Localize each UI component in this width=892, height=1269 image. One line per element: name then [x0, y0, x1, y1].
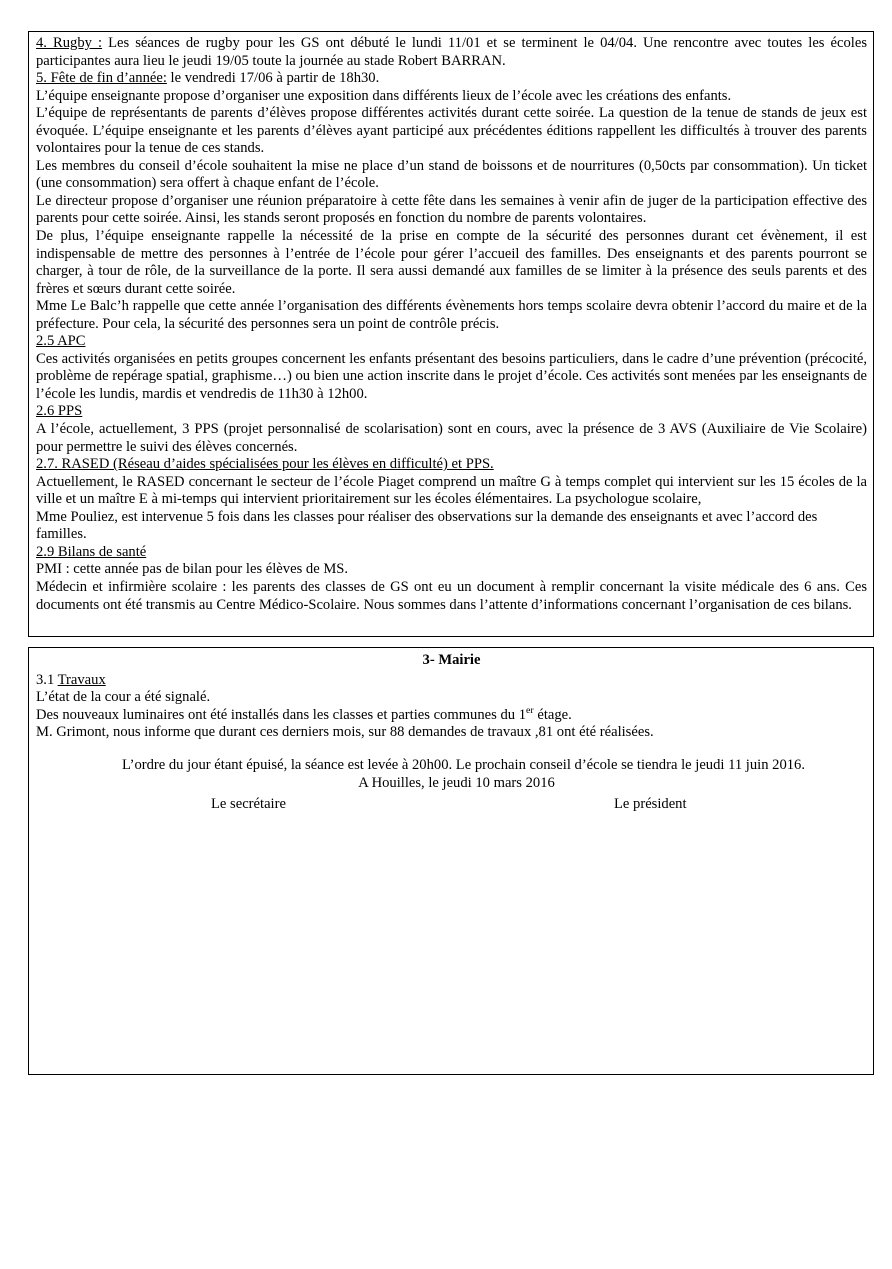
closing-line-place-date: A Houilles, le jeudi 10 mars 2016	[358, 774, 555, 791]
paragraph-pouliez: Mme Pouliez, est intervenue 5 fois dans les classes pour réaliser des observations sur la demande des enseignants et avec l’accord des familles.	[36, 508, 818, 543]
paragraph-reunion-preparatoire: Le directeur propose d’organiser une réunion préparatoire à cette fête dans les semaines à venir afin de juger de la participation effective des parents pour cette soirée. Ainsi, les stands seront proposés en fonction du nombre de parents volontaires.	[36, 192, 867, 227]
fete-fin-annee-label: 5. Fête de fin d’année:	[36, 70, 167, 87]
paragraph-pmi: PMI : cette année pas de bilan pour les élèves de MS.	[36, 561, 349, 578]
closing-block	[36, 756, 867, 817]
section-3-box	[28, 647, 874, 1075]
fete-fin-annee-text: le vendredi 17/06 à partir de 18h30.	[166, 70, 380, 87]
paragraph-rugby	[36, 35, 867, 70]
paragraph-rased: Actuellement, le RASED concernant le secteur de l’école Piaget comprend un maître G à temps complet qui intervient sur les 15 écoles de la ville et un maître E à mi-temps qui intervient prioritairement sur les écoles élémentaires. La psychologue scolaire,	[36, 473, 867, 508]
rugby-text: Les séances de rugby pour les GS ont débuté le lundi 11/01 et se terminent le 04/04. Une rencontre avec toutes les écoles participantes aura lieu le jeudi 19/05 toute la journée au stade Robert BARRAN.	[36, 35, 867, 69]
paragraph-luminaires	[36, 704, 867, 725]
paragraph-exposition: L’équipe enseignante propose d’organiser une exposition dans différents lieux de l’école avec les créations des enfants.	[36, 87, 732, 104]
paragraph-cour: L’état de la cour a été signalé.	[36, 689, 211, 706]
paragraph-luminaires-part1: Des nouveaux luminaires ont été installés dans les classes et parties communes du 1	[36, 706, 526, 723]
heading-apc: 2.5 APC	[36, 333, 86, 350]
section-3-title: 3- Mairie	[422, 652, 481, 668]
signature-president: Le président	[614, 795, 687, 812]
heading-bilans-sante: 2.9 Bilans de santé	[36, 543, 147, 560]
paragraph-securite: De plus, l’équipe enseignante rappelle la nécessité de la prise en compte de la sécurité des personnes durant cet évènement, il est indispensable de mettre des personnes à l’entrée de l’école pour gérer l’accueil des familles. Des enseignants et des parents pourront se charger, à tour de rôle, de la surveillance de la porte. Il sera aussi demandé aux familles de se limiter à la présence des seuls parents et des frères et sœurs durant cette soirée.	[36, 228, 867, 297]
closing-line-adjournment: L’ordre du jour étant épuisé, la séance est levée à 20h00. Le prochain conseil d’école se tiendra le jeudi 11 juin 2016.	[122, 756, 805, 773]
paragraph-luminaires-part2: étage.	[533, 706, 572, 723]
paragraph-medecin-infirmiere: Médecin et infirmière scolaire : les parents des classes de GS ont eu un document à remplir concernant la visite médicale des 6 ans. Ces documents ont été transmis au Centre Médico-Scolaire. Nous sommes dans l’attente d’informations concernant l’organisation de ces bilans.	[36, 578, 867, 613]
paragraph-stand-boissons: Les membres du conseil d’école souhaitent la mise ne place d’un stand de boissons et de nourritures (0,50cts par consommation). Un ticket (une consommation) sera offert à chaque enfant de l’école.	[36, 157, 867, 192]
paragraph-grimont: M. Grimont, nous informe que durant ces derniers mois, sur 88 demandes de travaux ,81 ont été réalisées.	[36, 724, 654, 741]
ordinal-suffix-er: er	[526, 704, 534, 716]
paragraph-representants: L’équipe de représentants de parents d’élèves propose différentes activités durant cette soirée. La question de la tenue de stands de jeux est évoquée. L’équipe enseignante et les parents d’élèves ayant participé aux précédentes éditions rappellent les difficultés à trouver des parents volontaires pour la tenue de ces stands.	[36, 105, 867, 157]
signature-row	[36, 795, 867, 817]
signature-secretary: Le secrétaire	[211, 795, 286, 812]
section-2-box	[28, 31, 874, 637]
paragraph-fete-fin-annee	[36, 70, 867, 88]
paragraph-pps: A l’école, actuellement, 3 PPS (projet personnalisé de scolarisation) sont en cours, avec la présence de 3 AVS (Auxiliaire de Vie Scolaire) pour permettre le suivi des élèves concernés.	[36, 421, 867, 455]
heading-rased: 2.7. RASED (Réseau d’aides spécialisées pour les élèves en difficulté) et PPS.	[36, 456, 494, 473]
heading-pps: 2.6 PPS	[36, 403, 83, 420]
heading-travaux	[36, 672, 867, 690]
paragraph-le-balch: Mme Le Balc’h rappelle que cette année l’organisation des différents évènements hors temps scolaire devra obtenir l’accord du maire et de la préfecture. Pour cela, la sécurité des personnes sera un point de contrôle précis.	[36, 298, 867, 332]
heading-travaux-label: Travaux	[57, 671, 106, 688]
rugby-label: 4. Rugby :	[36, 35, 103, 51]
heading-travaux-number: 3.1	[36, 671, 58, 688]
paragraph-apc: Ces activités organisées en petits groupes concernent les enfants présentant des besoins particuliers, dans le cadre d’une prévention (précocité, problème de repérage spatial, graphisme…) ou bien une action inscrite dans le projet d’école. Ces activités sont menées par les enseignants de l’école les lundis, mardis et vendredis de 11h30 à 12h00.	[36, 350, 867, 402]
